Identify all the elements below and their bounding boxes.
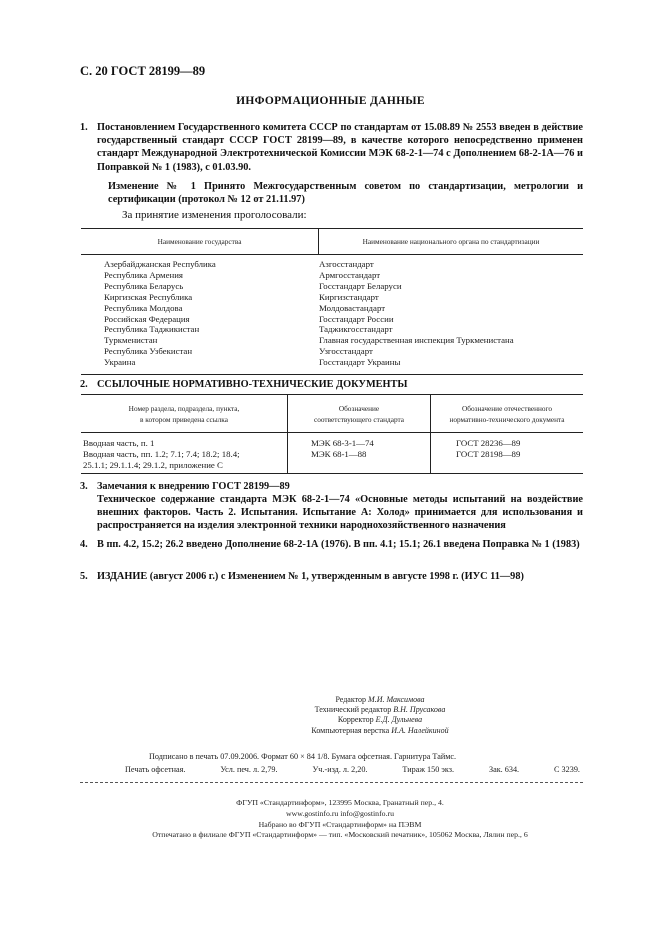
table1-header-state: Наименование государства bbox=[157, 237, 242, 246]
table2-header-rule bbox=[81, 432, 583, 433]
table1-header-rule bbox=[81, 254, 583, 255]
table1-body-cell: Армгосстандарт bbox=[319, 269, 381, 280]
credit-line bbox=[180, 715, 580, 725]
table1-state-cell: Республика Беларусь bbox=[104, 280, 184, 291]
table2-header-section-line2: в котором приведена ссылка bbox=[140, 415, 228, 424]
credit-role: Технический редактор bbox=[314, 705, 394, 715]
table1-bottom-rule bbox=[81, 374, 583, 375]
print-info-field: С 3239. bbox=[554, 765, 580, 774]
section-2-title: ССЫЛОЧНЫЕ НОРМАТИВНО-ТЕХНИЧЕСКИЕ ДОКУМЕНТЫ bbox=[97, 379, 408, 390]
table1-state-cell: Азербайджанская Республика bbox=[104, 259, 216, 269]
section-1-change: Изменение № 1 Принято Межгосударственным советом по стандартизации, метрологии и сертификации (протокол № 12 от 21.11.97) bbox=[108, 181, 583, 206]
credit-line bbox=[180, 705, 580, 715]
voted-label: За принятие изменения проголосовали: bbox=[122, 209, 307, 221]
table2-standard-column bbox=[311, 438, 374, 460]
table1-state-cell: Туркменистан bbox=[104, 335, 158, 346]
table1-body-cell: Киргизстандарт bbox=[319, 291, 379, 302]
table1-body-cell: Госстандарт Украины bbox=[319, 357, 401, 368]
section-4-text: В пп. 4.2, 15.2; 26.2 введено Дополнение 68-2-1А (1976). В пп. 4.1; 15.1; 26.1 введена Поправка № 1 (1983) bbox=[97, 539, 580, 550]
table1-body-cell: Таджикгосстандарт bbox=[319, 324, 393, 335]
credit-line bbox=[180, 695, 580, 705]
section-5 bbox=[80, 570, 583, 583]
table1-body-cell: Госстандарт Беларуси bbox=[319, 280, 402, 291]
print-info-field: Печать офсетная. bbox=[125, 765, 186, 774]
table1-states-column bbox=[104, 259, 216, 368]
table1-top-rule bbox=[81, 228, 583, 229]
footer-line: www.gostinfo.ru info@gostinfo.ru bbox=[285, 808, 395, 818]
section-2-number: 2. bbox=[80, 379, 88, 390]
section-3 bbox=[80, 480, 583, 493]
table1-body-cell: Главная государственная инспекция Туркменистана bbox=[319, 335, 514, 346]
table2-header-standard bbox=[288, 403, 430, 425]
table2-standard-cell: МЭК 68-1—88 bbox=[311, 448, 367, 459]
print-info-field: Тираж 150 экз. bbox=[402, 765, 455, 774]
table2-national-column bbox=[456, 438, 520, 460]
table1-body-cell: Молдовастандарт bbox=[319, 302, 386, 313]
print-info-field: Зак. 634. bbox=[488, 765, 520, 774]
table2-header-section-line1: Номер раздела, подраздела, пункта, bbox=[128, 404, 240, 413]
credit-role: Редактор bbox=[335, 695, 369, 704]
table1-state-cell: Киргизская Республика bbox=[104, 291, 193, 302]
table2-standard-cell: МЭК 68-3-1—74 bbox=[311, 438, 374, 448]
credit-line bbox=[180, 726, 580, 736]
footer-line: Набрано во ФГУП «Стандартинформ» на ПЭВМ bbox=[258, 819, 422, 829]
credit-name: И.А. Налейкиной bbox=[391, 725, 449, 735]
credit-name: В.Н. Прусакова bbox=[393, 705, 446, 715]
table2-section-cell: 25.1.1; 29.1.1.4; 29.1.2, приложение С bbox=[83, 459, 223, 470]
table2-header-national-line2: нормативно-технического документа bbox=[449, 415, 565, 424]
table2-header-standard-line1: Обозначение bbox=[338, 404, 380, 413]
credit-name: М.И. Максимова bbox=[368, 695, 425, 704]
section-5-number: 5. bbox=[80, 571, 88, 582]
footer-line: Отпечатано в филиале ФГУП «Стандартинформ» — тип. «Московский печатник», 105062 Москва, Лялин пер., 6 bbox=[152, 830, 528, 840]
section-4 bbox=[80, 538, 583, 551]
table1-body-cell: Узгосстандарт bbox=[319, 346, 373, 357]
document-title: ИНФОРМАЦИОННЫЕ ДАННЫЕ bbox=[236, 95, 425, 107]
print-info-field: Усл. печ. л. 2,79. bbox=[220, 765, 278, 774]
footer-line: ФГУП «Стандартинформ», 123995 Москва, Гранатный пер., 4. bbox=[236, 798, 444, 807]
section-1-number: 1. bbox=[80, 122, 88, 133]
table1-state-cell: Украина bbox=[104, 357, 136, 368]
table2-bottom-rule bbox=[81, 473, 583, 474]
table1-state-cell: Республика Таджикистан bbox=[104, 324, 200, 335]
section-1-text: Постановлением Государственного комитета СССР по стандартам от 15.08.89 № 2553 введен в действие государственный стандарт СССР ГОСТ 28199—89, в качестве которого непосредственно применен стандарт Международной Электротехнической Комиссии МЭК 68-2-1—74 с Дополнением 68-2-1А—76 и Поправкой № 1 (1983), с 01.03.90. bbox=[97, 122, 583, 173]
section-1 bbox=[80, 121, 583, 174]
print-info-field: Уч.-изд. л. 2,20. bbox=[312, 765, 368, 774]
table2-section-cell: Вводная часть, пп. 1.2; 7.1; 7.4; 18.2; 18.4; bbox=[83, 448, 240, 459]
table1-state-cell: Республика Узбекистан bbox=[104, 346, 193, 357]
table1-body-cell: Госстандарт России bbox=[319, 313, 394, 324]
table2-header-section bbox=[81, 403, 287, 425]
publisher-footer bbox=[80, 798, 600, 841]
table2-top-rule bbox=[81, 394, 583, 395]
table1-header-body: Наименование национального органа по стандартизации bbox=[362, 237, 540, 246]
table2-national-cell: ГОСТ 28198—89 bbox=[456, 448, 521, 459]
table1-state-cell: Российская Федерация bbox=[104, 313, 190, 324]
section-3-text: Техническое содержание стандарта МЭК 68-2-1—74 «Основные методы испытаний на воздействие внешних факторов. Часть 2. Испытания. Испытание А: Холод» принимается для использования и распространяется на изделия электронной техники народнохозяйственного назначения bbox=[97, 494, 583, 532]
table2-header-standard-line2: соответствующего стандарта bbox=[313, 415, 405, 424]
table2-header-national bbox=[431, 403, 583, 425]
table2-section-column bbox=[83, 438, 240, 471]
table1-state-cell: Республика Армения bbox=[104, 269, 183, 280]
credit-role: Компьютерная верстка bbox=[311, 725, 392, 735]
section-4-number: 4. bbox=[80, 539, 88, 550]
print-info-line1: Подписано в печать 07.09.2006. Формат 60 × 84 1/8. Бумага офсетная. Гарнитура Таймс. bbox=[149, 752, 457, 761]
section-2 bbox=[80, 378, 583, 391]
table1-bodies-column bbox=[319, 259, 514, 368]
section-3-number: 3. bbox=[80, 481, 88, 492]
credits-block bbox=[180, 695, 580, 736]
page-header: С. 20 ГОСТ 28199—89 bbox=[80, 64, 206, 78]
table2-header-national-line1: Обозначение отечественного bbox=[461, 404, 553, 413]
section-5-text: ИЗДАНИЕ (август 2006 г.) с Изменением № 1, утвержденным в августе 1998 г. (ИУС 11—98) bbox=[97, 571, 524, 582]
table1-body-cell: Азгосстандарт bbox=[319, 259, 374, 269]
credit-name: Е.Д. Дульнева bbox=[375, 715, 423, 725]
table2-section-cell: Вводная часть, п. 1 bbox=[83, 438, 155, 448]
section-3-title: Замечания к внедрению ГОСТ 28199—89 bbox=[97, 481, 290, 492]
table1-state-cell: Республика Молдова bbox=[104, 302, 183, 313]
table2-national-cell: ГОСТ 28236—89 bbox=[456, 438, 521, 448]
print-info-line2 bbox=[125, 765, 580, 774]
footer-separator bbox=[80, 782, 583, 783]
credit-role: Корректор bbox=[337, 715, 376, 725]
